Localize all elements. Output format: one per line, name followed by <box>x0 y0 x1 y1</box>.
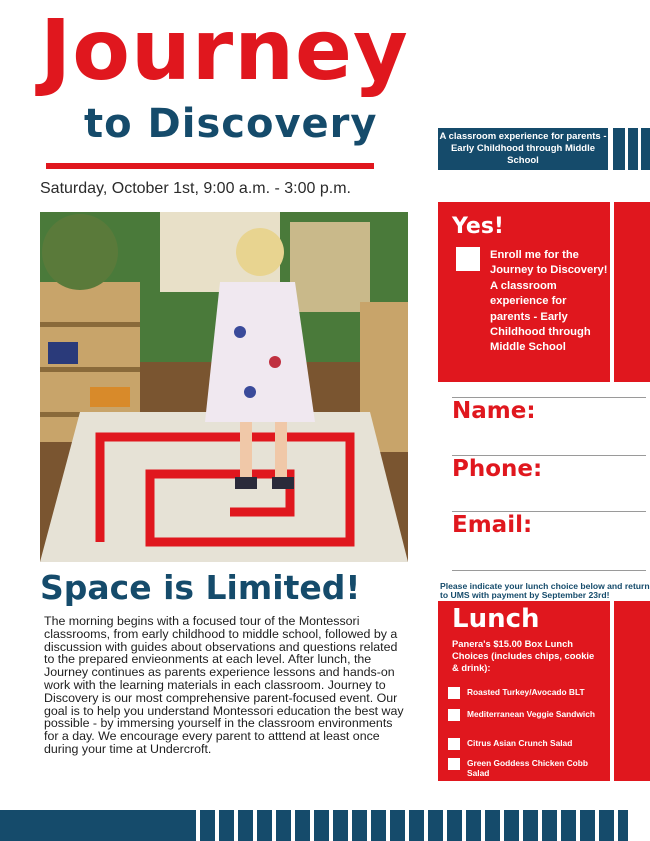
footer-stripe <box>523 810 538 841</box>
space-limited-heading: Space is Limited! <box>40 568 361 607</box>
footer-stripe <box>428 810 443 841</box>
email-label: Email: <box>452 512 533 538</box>
tag-stripe-2 <box>628 128 638 170</box>
footer-stripe <box>409 810 424 841</box>
lunch-option-label: Roasted Turkey/Avocado BLT <box>467 687 585 697</box>
footer-stripe <box>599 810 614 841</box>
classroom-photo <box>40 212 408 562</box>
enroll-panel-strip <box>614 202 650 382</box>
lunch-option-label: Mediterranean Veggie Sandwich <box>467 709 595 719</box>
footer-stripe <box>371 810 386 841</box>
lunch-option-label: Green Goddess Chicken Cobb Salad <box>467 758 588 778</box>
lunch-checkbox[interactable] <box>448 687 460 699</box>
footer-stripe <box>466 810 481 841</box>
lunch-checkbox[interactable] <box>448 738 460 750</box>
footer-bar <box>0 810 196 841</box>
footer-stripe <box>295 810 310 841</box>
footer-stripe <box>219 810 234 841</box>
footer-stripe <box>447 810 462 841</box>
title-journey: Journey <box>40 1 409 99</box>
lunch-panel-strip <box>614 601 650 781</box>
footer-stripe <box>352 810 367 841</box>
footer-stripe <box>200 810 215 841</box>
footer-stripe <box>580 810 595 841</box>
name-label: Name: <box>452 398 536 424</box>
footer-stripe <box>542 810 557 841</box>
lunch-title: Lunch <box>452 604 540 634</box>
footer-stripe <box>238 810 253 841</box>
footer-stripe <box>257 810 272 841</box>
email-field[interactable] <box>452 570 646 571</box>
footer-stripe <box>618 810 628 841</box>
footer-stripe <box>504 810 519 841</box>
footer-stripe <box>485 810 500 841</box>
lunch-intro: Panera's $15.00 Box Lunch Choices (includes chips, cookie & drink): <box>452 638 595 673</box>
enroll-title: Yes! <box>452 214 504 239</box>
footer-stripe <box>333 810 348 841</box>
title-underline <box>46 163 374 169</box>
lunch-note: Please indicate your lunch choice below and return to UMS with payment by September 23rd! <box>440 581 650 601</box>
enroll-checkbox[interactable] <box>456 247 480 271</box>
enroll-text: Enroll me for the Journey to Discovery! A classroom experience for parents - Early Childhood through Middle School <box>490 249 608 354</box>
event-description: The morning begins with a focused tour of the Montessori classrooms, from early childhood to middle school, followed by a discussion with guides about observations and questions related to the prepared envieonments at each level. After lunch, the Journey continues as parents experience lessons and hands-on work with the learning materials in each classroom. Journey to Discovery is our most comprehensive parent-focused event. Our goal is to help you understand Montessori education the best way possible - by immersing yourself in the classroom environments for a day. We encourage every parent to atttend at least once during your time at Undercroft. <box>44 614 404 756</box>
title-to-discovery: to Discovery <box>84 101 378 147</box>
lunch-checkbox[interactable] <box>448 709 460 721</box>
tagline-box <box>438 128 608 170</box>
phone-label: Phone: <box>452 456 543 482</box>
footer-stripe <box>314 810 329 841</box>
tag-stripe-3 <box>641 128 650 170</box>
tagline-text: A classroom experience for parents - Early Childhood through Middle School <box>439 131 607 166</box>
footer-stripe <box>561 810 576 841</box>
footer-stripe <box>390 810 405 841</box>
event-date: Saturday, October 1st, 9:00 a.m. - 3:00 p.m. <box>40 180 351 197</box>
lunch-option-label: Citrus Asian Crunch Salad <box>467 738 573 748</box>
footer-stripe <box>276 810 291 841</box>
lunch-checkbox[interactable] <box>448 758 460 770</box>
tag-stripe-1 <box>613 128 625 170</box>
